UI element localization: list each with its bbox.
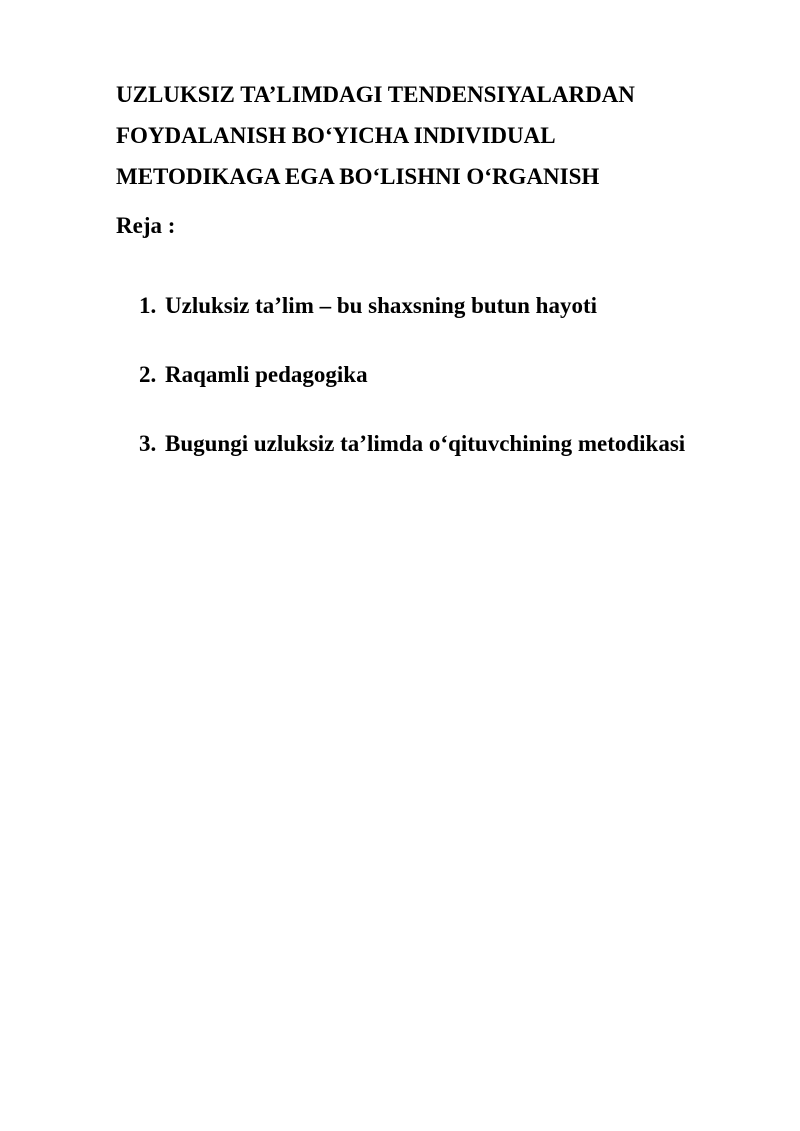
plan-heading: Reja : (116, 213, 176, 238)
plan-list (139, 290, 779, 497)
plan-item-number: 2. (139, 362, 157, 387)
plan-item-text: Uzluksiz ta’lim – bu shaxsning butun hayoti (165, 293, 598, 318)
plan-item (139, 290, 779, 322)
plan-item (139, 359, 779, 391)
title-line: UZLUKSIZ TA’LIMDAGI TENDENSIYALARDAN (116, 82, 635, 107)
document-title (116, 74, 756, 197)
title-line: FOYDALANISH BO‘YICHA INDIVIDUAL (116, 123, 556, 148)
title-line: METODIKAGA EGA BO‘LISHNI O‘RGANISH (116, 164, 600, 189)
plan-item-text: Raqamli pedagogika (165, 362, 368, 387)
plan-item (139, 428, 779, 460)
plan-item-number: 3. (139, 431, 157, 456)
plan-item-number: 1. (139, 293, 157, 318)
plan-item-text: Bugungi uzluksiz ta’limda o‘qituvchining metodikasi (165, 431, 686, 456)
